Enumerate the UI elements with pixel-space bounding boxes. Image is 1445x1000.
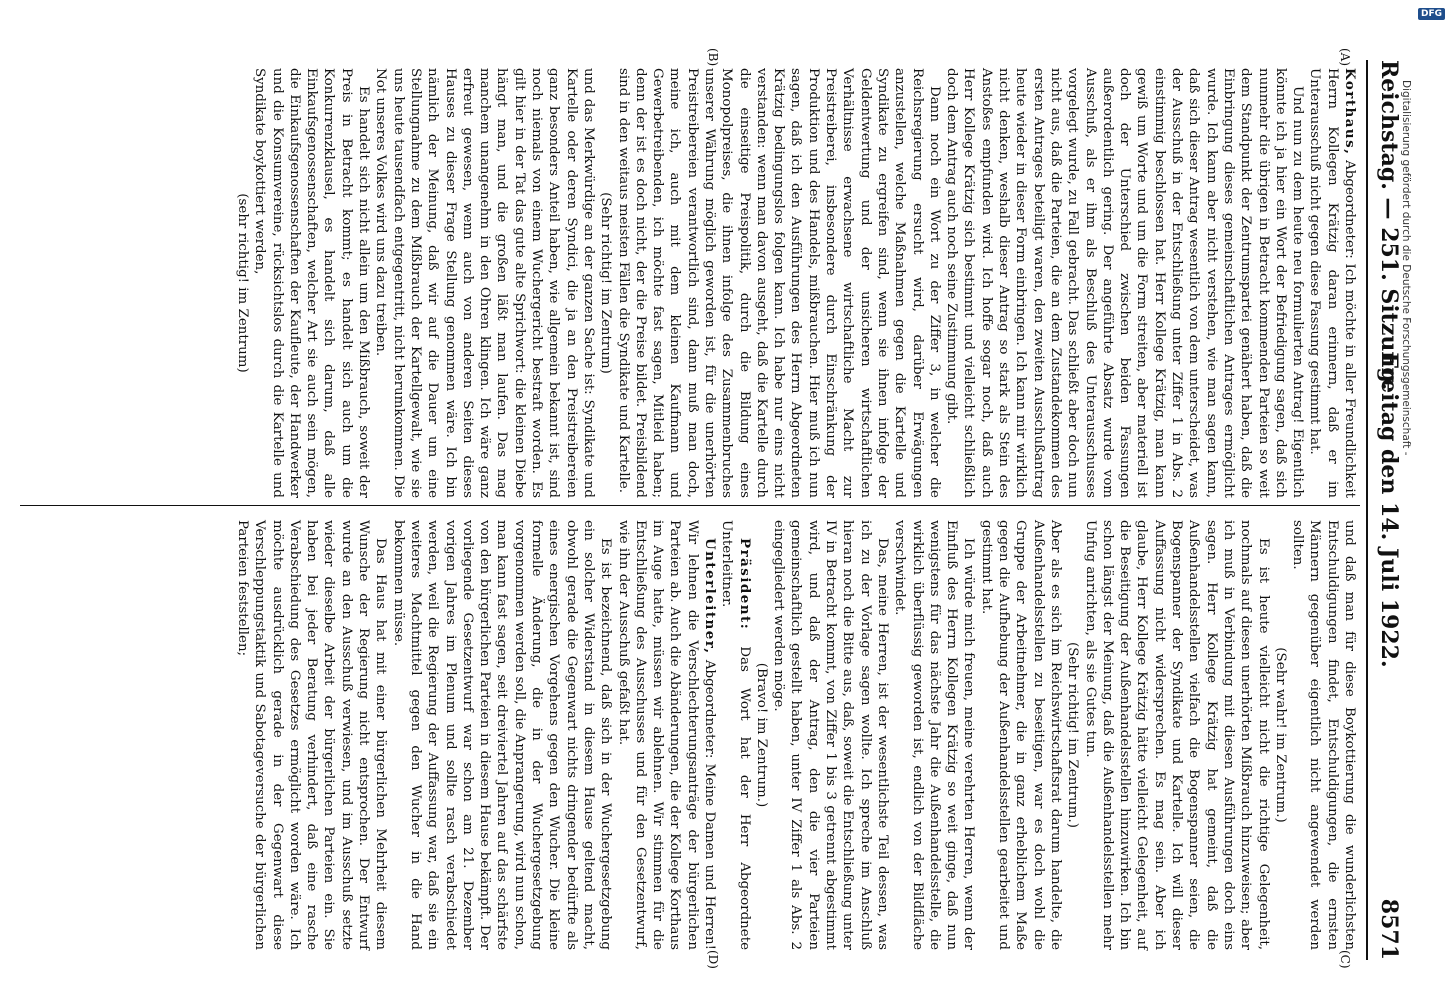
- paragraph-text: Ich würde mich freuen, meine verehrten Herren, wenn der Einfluß des Herrn Kollegen Krätzig so weit ginge, daß nun wenigstens für das nächste Jahr die Außenhandelsstelle, die wirklich überflüssig geworden ist, endlich von der Bildfläche verschwindet.: [892, 520, 977, 950]
- margin-marker-a: (A): [1338, 48, 1352, 67]
- paragraph: [753, 520, 770, 950]
- paragraph-text: (Sehr wahr! im Zentrum.): [1272, 647, 1288, 823]
- digitization-note: Digitalisierung gefördert durch die Deutsche Forschungsgemeinschaft -: [1400, 80, 1412, 456]
- dfg-logo: DFG: [1418, 8, 1445, 20]
- paragraph-text: (Bravo! im Zentrum.): [753, 662, 769, 808]
- paragraph: [1272, 520, 1289, 950]
- paragraph: [770, 520, 891, 950]
- left-column: [234, 68, 1358, 498]
- margin-marker-c: (C): [1338, 950, 1352, 969]
- paragraph: [977, 520, 1063, 950]
- page-header: [1366, 60, 1402, 960]
- paragraph-text: Das, meine Herren, ist der wesentlichste Teil dessen, was ich zu der Vorlage sagen wollte. Ich spreche im Anschluß hieran noch die Bitte aus, daß, soweit die Entschließung unter IV in Betracht kommt, von Ziffer 1 bis 3 getrennt abgestimmt wird, und daß der Antrag, den die vier Parteien gemeinschaftlich gestellt haben, unter IV Ziffer 1 als Abs. 2 eingegliedert werden möge.: [771, 520, 890, 950]
- paragraph: [1306, 68, 1358, 498]
- paragraph-text: Aber als es sich im Reichswirtschaftsrat darum handelte, die Außenhandelsstellen zu beseitigen, war es doch wohl die Gruppe der Arbeitnehmer, die in ganz erheblichem Maße gegen die Aufhebung der Außenhandelsstellen gearbeitet und gestimmt hat.: [978, 520, 1063, 950]
- paragraph-text: Dann noch ein Wort zu der Ziffer 3, in welcher die Reichsregierung ersucht wird, darüber Erwägungen anzustellen, welche Maßnahmen gegen die Kartelle und Syndikate zu ergreifen sind, wenn sie ihnen infolge der Geldentwertung und der unsicheren wirtschaftlichen Verhältnisse erwachsene wirtschaftliche Macht zur Preistreiberei, insbesondere durch Einschränkung der Produktion und des Handels, mißbrauchen. Hier muß ich nun sagen, daß ich den Ausführungen des Herrn Abgeordneten Krätzig bedingungslos folgen kann. Ich habe nur eins nicht verstanden: wenn man davon ausgeht, daß die Kartelle durch die einseitige Preispolitik, durch die Bildung eines Monopolpreises, die ihnen infolge des Zusammenbruches unserer Währung möglich geworden ist, für die unerhörten Preistreibereien verantwortlich sind, dann muß man doch, meine ich, auch mit dem kleinen Kaufmann und Gewerbetreibenden, ich möchte fast sagen, Mitleid haben; denn der ist es doch nicht, der die Preise bildet. Preisbildend sind in den weitaus meisten Fällen die Syndikate und Kartelle.: [615, 68, 942, 498]
- paragraph-text: Und nun zu dem heute neu formulierten Antrag! Eigentlich könnte ich ja hier ein Wort der Befriedigung sagen, daß sich nunmehr die übrigen in Betracht kommenden Parteien so weit dem Standpunkt der Zentrumspartei genähert haben, daß die Einbringung dieses gemeinschaftlichen Antrages ermöglicht wurde. Ich kann aber nicht verstehen, wie man sagen kann, daß sich dieser Antrag wesentlich von dem unterscheidet, was der Ausschuß in der Entschließung unter Ziffer 1 in Abs. 2 einstimmig beschlossen hat. Herr Kollege Krätzig, man kann gewiß um Worte und um die Form streiten, aber materiell ist doch der Unterschied zwischen beiden Fassungen außerordentlich gering. Der angeführte Absatz wurde vom Ausschuß, als er ihm als Beschluß des Unterausschusses vorgelegt wurde, zu Fall gebracht. Das schließt aber doch nun nicht aus, daß die Parteien, die an dem Zustandekommen des ersten Antrages beteiligt waren, den zweiten Ausschußantrag heute wieder in dieser Form einbringen. Ich kann mir wirklich nicht denken, weshalb dieser Antrag so stark als Stein des Anstoßes empfunden wird. Ich hoffe sogar noch, daß auch Herr Kollege Krätzig sich bestimmt und vielleicht schließlich doch dem Antrag auch noch seine Zustimmung gibt.: [944, 68, 1306, 498]
- paragraph: [943, 68, 1306, 498]
- paragraph: [614, 68, 943, 498]
- paragraph-text: Es ist bezeichnend, daß sich in der Wuchergesetzgebung ein solcher Widerstand in diesem Hause geltend macht, obwohl gerade die Gegenwart nichts dringender bedürfte als eines energischen Vorgehens gegen den Wucher. Die kleine formelle Änderung, die in der Wuchergesetzgebung vorgenommen werden soll, die Anprangerung, wird nun schon, man kann fast sagen, seit dreiviertel Jahren auf das schärfste von den bürgerlichen Parteien in diesem Hause bekämpft. Der vorliegende Gesetzentwurf war schon am 21. Dezember vorigen Jahres im Plenum und sollte rasch verabschiedet werden, weil die Regierung der Auffassung war, daß sie ein weiteres Machtmittel gegen den Wucher in die Hand bekommen müsse.: [390, 520, 614, 950]
- paragraph: [234, 520, 390, 950]
- paragraph-text: Ich möchte in aller Freundlichkeit Herrn Kollegen Krätzig daran erinnern, daß er im Unterausschuß nicht gegen diese Fassung gestimmt hat.: [1307, 68, 1357, 499]
- speaker-name: Korthaus,: [1342, 68, 1358, 156]
- header-session: Reichstag. — 251. Sitzung.: [1376, 60, 1402, 391]
- paragraph-text: (sehr richtig! im Zentrum): [235, 193, 250, 373]
- paragraph: [1081, 520, 1271, 950]
- paragraph: [234, 68, 251, 498]
- paragraph: [372, 68, 597, 498]
- header-rule: [1366, 60, 1368, 960]
- right-column: [234, 520, 1358, 950]
- column-rule: [20, 505, 1360, 506]
- paragraph: [251, 68, 372, 498]
- paragraph-text: (Sehr richtig! im Zentrum.): [1065, 642, 1081, 828]
- paragraph-text: (Sehr richtig! im Zentrum): [598, 192, 614, 374]
- paragraph-text: Meine Damen und Herren! Wir lehnen die Verschlechterungsanträge der bürgerlichen Parteien ab. Auch die Abänderungen, die der Kollege Korthaus im Auge hatte, müssen wir ablehnen. Wir stimmen für die Entschließung des Ausschusses und für den Gesetzentwurf, wie ihn der Ausschuß gefaßt hat.: [615, 520, 718, 951]
- paragraph: [1289, 520, 1358, 950]
- page-number: 8571: [1376, 898, 1402, 960]
- paragraph-text: Es handelt sich nicht allein um den Mißbrauch, soweit der Preis in Betracht kommt; es handelt sich auch um die Konkurrenzklausel, es handelt sich darum, daß alle Einkaufsgenossenschaften, welcher Art sie auch sein mögen, die Einkaufsgenossenschaften der Kaufleute, der Handwerker und die Konsumvereine, rücksichtslos durch die Kartelle und Syndikate boykottiert werden,: [252, 68, 372, 498]
- paragraph-text: und das Merkwürdige an der ganzen Sache ist: Syndikate und Kartelle oder deren Syndici, die ja an den Preistreibereien ganz besonders Anteil haben, wie allgemein bekannt ist, sind noch niemals von einem Wuchergericht bestraft worden. Es gilt hier in der Tat das gute alte Sprichwort: die kleinen Diebe hängt man, und die großen läßt man laufen. Das mag manchem unangenehm in den Ohren klingen. Ich wäre ganz erfreut gewesen, wenn auch von anderen Seiten dieses Hauses zu dieser Frage Stellung genommen wäre. Ich bin nämlich der Meinung, daß wir auf die Dauer um eine Stellungnahme zu dem Mißbrauch der Kartellgewalt, wie sie uns heute tausendfach entgegentritt, nicht herumkommen. Die Not unseres Volkes wird uns dazu treiben.: [373, 68, 596, 498]
- paragraph: [597, 68, 614, 498]
- margin-marker-b: (B): [706, 48, 720, 67]
- paragraph: [891, 520, 977, 950]
- speaker-name: Präsident:: [736, 538, 753, 631]
- speaker-role: Abgeordneter:: [1342, 155, 1357, 259]
- paragraph: [718, 520, 753, 950]
- margin-marker-d: (D): [706, 950, 720, 969]
- header-date: Freitag den 14. Juli 1922.: [1376, 352, 1402, 668]
- paragraph-text: Das Haus hat mit einer bürgerlichen Mehrheit diesem Wunsche der Regierung nicht entsprochen. Der Entwurf wurde an den Ausschuß verwiesen, und im Ausschuß setzte wieder dieselbe Arbeit der bürgerlichen Parteien ein. Sie haben bei jeder Beratung verhindert, daß eine rasche Verabschiedung des Gesetzes ermöglicht worden wäre. Ich möchte ausdrücklich gerade in der Gegenwart diese Verschleppungstaktik und Sabotageversuche der bürgerlichen Parteien feststellen;: [235, 520, 389, 950]
- paragraph: [614, 520, 718, 950]
- paragraph-text: und daß man für diese Boykottierung die wunderlichsten Entschuldigungen findet, Entschuldigungen, die ernsten Männern gegenüber eigentlich nicht angewendet werden sollten.: [1290, 520, 1357, 950]
- paragraph: [389, 520, 614, 950]
- paragraph: [1064, 520, 1081, 950]
- speaker-role: Abgeordneter:: [702, 654, 718, 759]
- paragraph-text: Das Wort hat der Herr Abgeordnete Unterleitner.: [719, 520, 752, 950]
- paragraph-text: Es ist heute vielleicht nicht die richtige Gelegenheit, nochmals auf diesen unerhörten Mißbrauch hinzuweisen; aber ich muß in Verbindung mit diesen Ausführungen doch eins sagen. Herr Kollege Krätzig hat gemeint, daß die Außenhandelsstellen vielfach die Bogenspanner seien, die Bogenspanner der Syndikate und Kartelle. Ich will dieser Auffassung nicht widersprechen. Es mag sein. Aber ich glaube, Herr Kollege Krätzig hätte vielleicht Gelegenheit, auf die Beseitigung der Außenhandelsstellen hinzuwirken. Ich bin schon längst der Meinung, daß die Außenhandelsstellen mehr Unfug anrichten, als sie Gutes tun.: [1082, 520, 1271, 950]
- speaker-name: Unterleitner,: [702, 538, 719, 655]
